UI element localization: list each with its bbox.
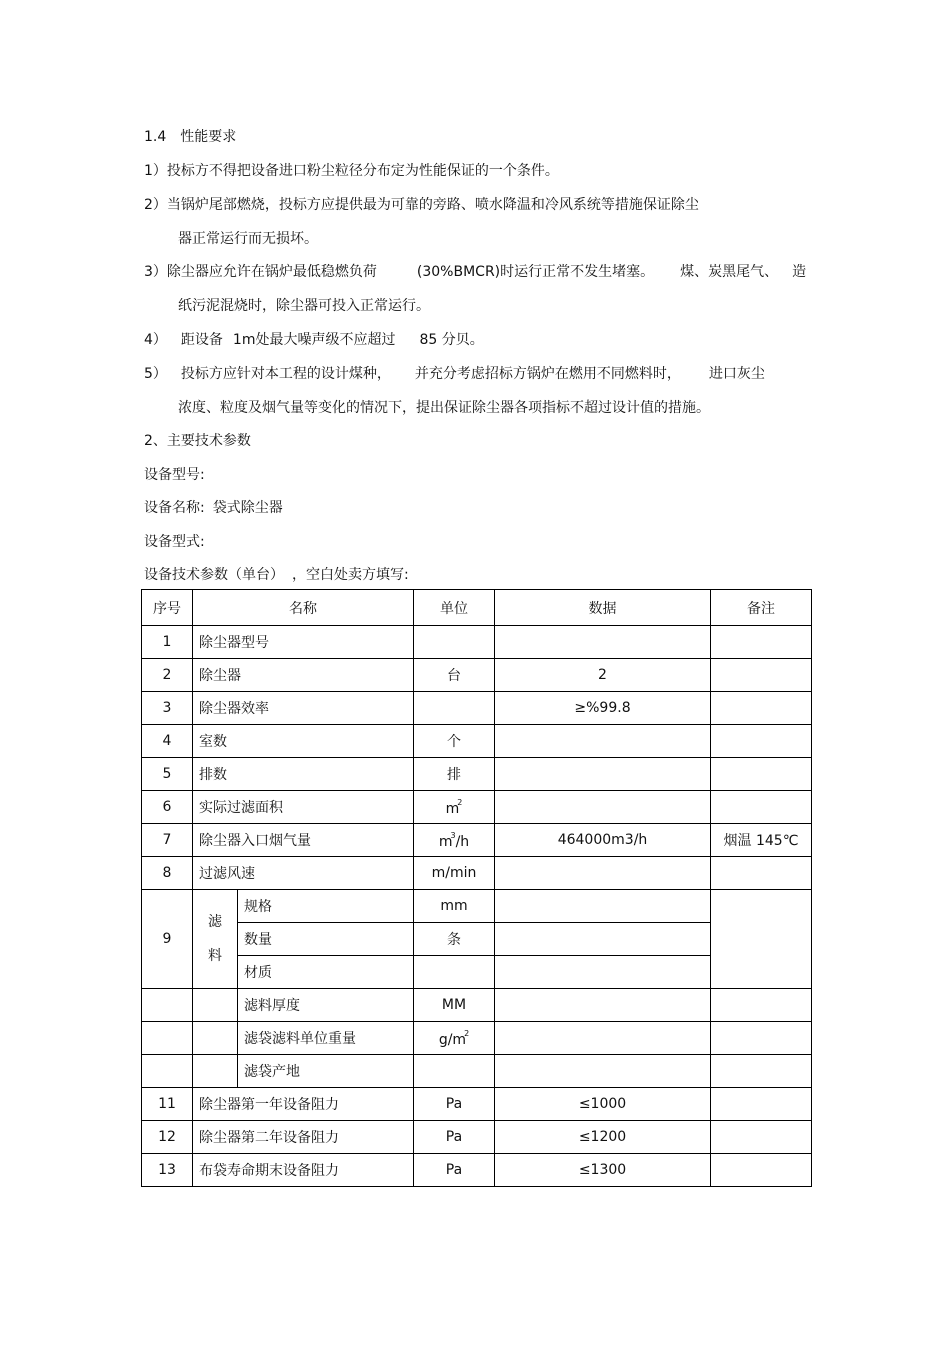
table-row: [142, 1088, 812, 1121]
filter-group-note: [711, 890, 812, 989]
row-note: [711, 857, 812, 890]
device-type-label: 设备型式:: [144, 534, 205, 550]
row-name: 实际过滤面积: [193, 791, 414, 824]
row-data: [495, 989, 711, 1022]
filter-group-label: [193, 890, 238, 989]
requirement-4: [144, 330, 484, 350]
requirement-5-part-d: 进口灰尘: [708, 366, 765, 382]
row-name: 滤袋产地: [238, 1055, 414, 1088]
requirement-5-part-c: 并充分考虑招标方锅炉在燃用不同燃料时，: [414, 366, 681, 382]
requirement-3-part-d: 煤、炭黑尾气、: [680, 264, 779, 280]
row-data: [495, 1055, 711, 1088]
table-row-filter: [142, 890, 812, 923]
row-no: 13: [142, 1154, 193, 1187]
parameter-table: [141, 589, 812, 1187]
row-unit: [414, 824, 495, 857]
row-name: 除尘器入口烟气量: [193, 824, 414, 857]
row-data: [495, 725, 711, 758]
row-name: 除尘器: [193, 659, 414, 692]
table-caption-main: 设备技术参数（单台）: [144, 567, 284, 583]
row-name: 除尘器第二年设备阻力: [193, 1121, 414, 1154]
table-row: [142, 791, 812, 824]
row-unit: MM: [414, 989, 495, 1022]
table-caption: [144, 565, 409, 585]
header-note: 备注: [711, 590, 812, 626]
row-data: [495, 923, 711, 956]
device-name-label: 设备名称:: [144, 500, 205, 516]
row-note: [711, 1154, 812, 1187]
device-model-label: 设备型号:: [144, 467, 205, 483]
row-unit: 条: [414, 923, 495, 956]
table-row: [142, 857, 812, 890]
requirement-4-part-c: 1m处最大噪声级不应超过: [232, 332, 396, 348]
row-note: 烟温 145℃: [711, 824, 812, 857]
row-data: [495, 626, 711, 659]
row-name: 除尘器第一年设备阻力: [193, 1088, 414, 1121]
row-data: [495, 758, 711, 791]
row-unit: [414, 626, 495, 659]
table-caption-note: ，空白处卖方填写:: [292, 567, 409, 583]
row-sub: [193, 989, 238, 1022]
row-no: 12: [142, 1121, 193, 1154]
row-name: 布袋寿命期末设备阻力: [193, 1154, 414, 1187]
row-unit: [414, 692, 495, 725]
filter-label-char-2: 料: [208, 948, 222, 964]
row-name: 室数: [193, 725, 414, 758]
row-data: [495, 890, 711, 923]
row-unit: m/min: [414, 857, 495, 890]
table-row: [142, 1121, 812, 1154]
row-note: [711, 791, 812, 824]
section2-heading: 2、主要技术参数: [144, 433, 251, 449]
row-no: 5: [142, 758, 193, 791]
unit-rest: /h: [455, 833, 470, 850]
table-row: [142, 824, 812, 857]
row-note: [711, 1088, 812, 1121]
row-name: 排数: [193, 758, 414, 791]
row-data: [495, 1022, 711, 1055]
row-no: 3: [142, 692, 193, 725]
row-no: [142, 1022, 193, 1055]
row-note: [711, 692, 812, 725]
row-unit: 排: [414, 758, 495, 791]
requirement-4-part-d: 85 分贝。: [419, 332, 484, 348]
header-unit: 单位: [414, 590, 495, 626]
requirement-5-num: 5）: [144, 366, 167, 382]
row-note: [711, 1121, 812, 1154]
requirement-4-num: 4）: [144, 332, 167, 348]
row-name: 数量: [238, 923, 414, 956]
row-no: 1: [142, 626, 193, 659]
row-note: [711, 758, 812, 791]
row-name: 材质: [238, 956, 414, 989]
header-data: 数据: [495, 590, 711, 626]
requirement-5-cont: 浓度、粒度及烟气量等变化的情况下，提出保证除尘器各项指标不超过设计值的措施。: [178, 400, 710, 416]
row-data: ≥%99.8: [495, 692, 711, 725]
row-name: 规格: [238, 890, 414, 923]
row-note: [711, 989, 812, 1022]
row-sub: [193, 1022, 238, 1055]
requirement-1: 1）投标方不得把设备进口粉尘粒径分布定为性能保证的一个条件。: [144, 163, 559, 179]
row-unit: Pa: [414, 1121, 495, 1154]
requirement-3-part-a: 3）除尘器应允许在锅炉最低稳燃负荷: [144, 264, 377, 280]
requirement-3: [144, 262, 806, 282]
unit-base: m: [438, 833, 453, 850]
requirement-5: [144, 364, 765, 384]
requirement-4-part-b: 距设备: [180, 332, 223, 348]
row-no: 7: [142, 824, 193, 857]
row-name: 滤袋滤料单位重量: [238, 1022, 414, 1055]
requirement-2: 2）当锅炉尾部燃烧，投标方应提供最为可靠的旁路、喷水降温和冷风系统等措施保证除尘: [144, 197, 699, 213]
row-no: 4: [142, 725, 193, 758]
unit-exponent: 2: [464, 1028, 470, 1038]
row-no: 8: [142, 857, 193, 890]
table-row: [142, 989, 812, 1022]
row-data: ≤1300: [495, 1154, 711, 1187]
unit-base: g/m: [438, 1031, 467, 1048]
table-row: [142, 1154, 812, 1187]
requirement-3-cont: 纸污泥混烧时，除尘器可投入正常运行。: [178, 298, 430, 314]
row-unit: mm: [414, 890, 495, 923]
device-name: [144, 498, 283, 518]
row-name: 除尘器效率: [193, 692, 414, 725]
row-name: 过滤风速: [193, 857, 414, 890]
row-data: ≤1200: [495, 1121, 711, 1154]
row-no: 11: [142, 1088, 193, 1121]
row-data: 464000m3/h: [495, 824, 711, 857]
table-row: [142, 659, 812, 692]
table-row: [142, 758, 812, 791]
row-no: 2: [142, 659, 193, 692]
row-no: [142, 1055, 193, 1088]
requirement-3-part-c: 时运行正常不发生堵塞。: [500, 264, 655, 280]
row-unit: [414, 1022, 495, 1055]
row-note: [711, 1055, 812, 1088]
row-name: 除尘器型号: [193, 626, 414, 659]
row-unit: [414, 791, 495, 824]
row-name: 滤料厚度: [238, 989, 414, 1022]
table-row: [142, 626, 812, 659]
row-unit: 个: [414, 725, 495, 758]
table-header-row: [142, 590, 812, 626]
row-sub: [193, 1055, 238, 1088]
device-name-value: 袋式除尘器: [212, 500, 283, 516]
row-unit: 台: [414, 659, 495, 692]
row-note: [711, 626, 812, 659]
requirement-3-part-b: (30%BMCR): [416, 264, 501, 280]
row-data: [495, 857, 711, 890]
requirement-3-part-e: 造: [792, 264, 807, 280]
row-no: 6: [142, 791, 193, 824]
row-data: ≤1000: [495, 1088, 711, 1121]
row-unit: [414, 1055, 495, 1088]
header-no: 序号: [142, 590, 193, 626]
requirement-5-part-b: 投标方应针对本工程的设计煤种，: [180, 366, 391, 382]
table-row: [142, 725, 812, 758]
unit-base: m: [445, 800, 460, 817]
filter-label-char-1: 滤: [208, 914, 222, 930]
table-row: [142, 692, 812, 725]
unit-exponent: 2: [457, 797, 463, 807]
row-no: [142, 989, 193, 1022]
row-note: [711, 659, 812, 692]
row-note: [711, 1022, 812, 1055]
row-note: [711, 725, 812, 758]
requirement-2-cont: 器正常运行而无损坏。: [178, 231, 318, 247]
table-row: [142, 1055, 812, 1088]
unit-exponent: 3: [450, 830, 456, 840]
table-row: [142, 1022, 812, 1055]
header-name: 名称: [193, 590, 414, 626]
row-unit: Pa: [414, 1088, 495, 1121]
section-heading: 1.4 性能要求: [144, 129, 237, 145]
row-data: [495, 956, 711, 989]
row-data: 2: [495, 659, 711, 692]
row-unit: [414, 956, 495, 989]
row-data: [495, 791, 711, 824]
filter-group-no: 9: [142, 890, 193, 989]
row-unit: Pa: [414, 1154, 495, 1187]
